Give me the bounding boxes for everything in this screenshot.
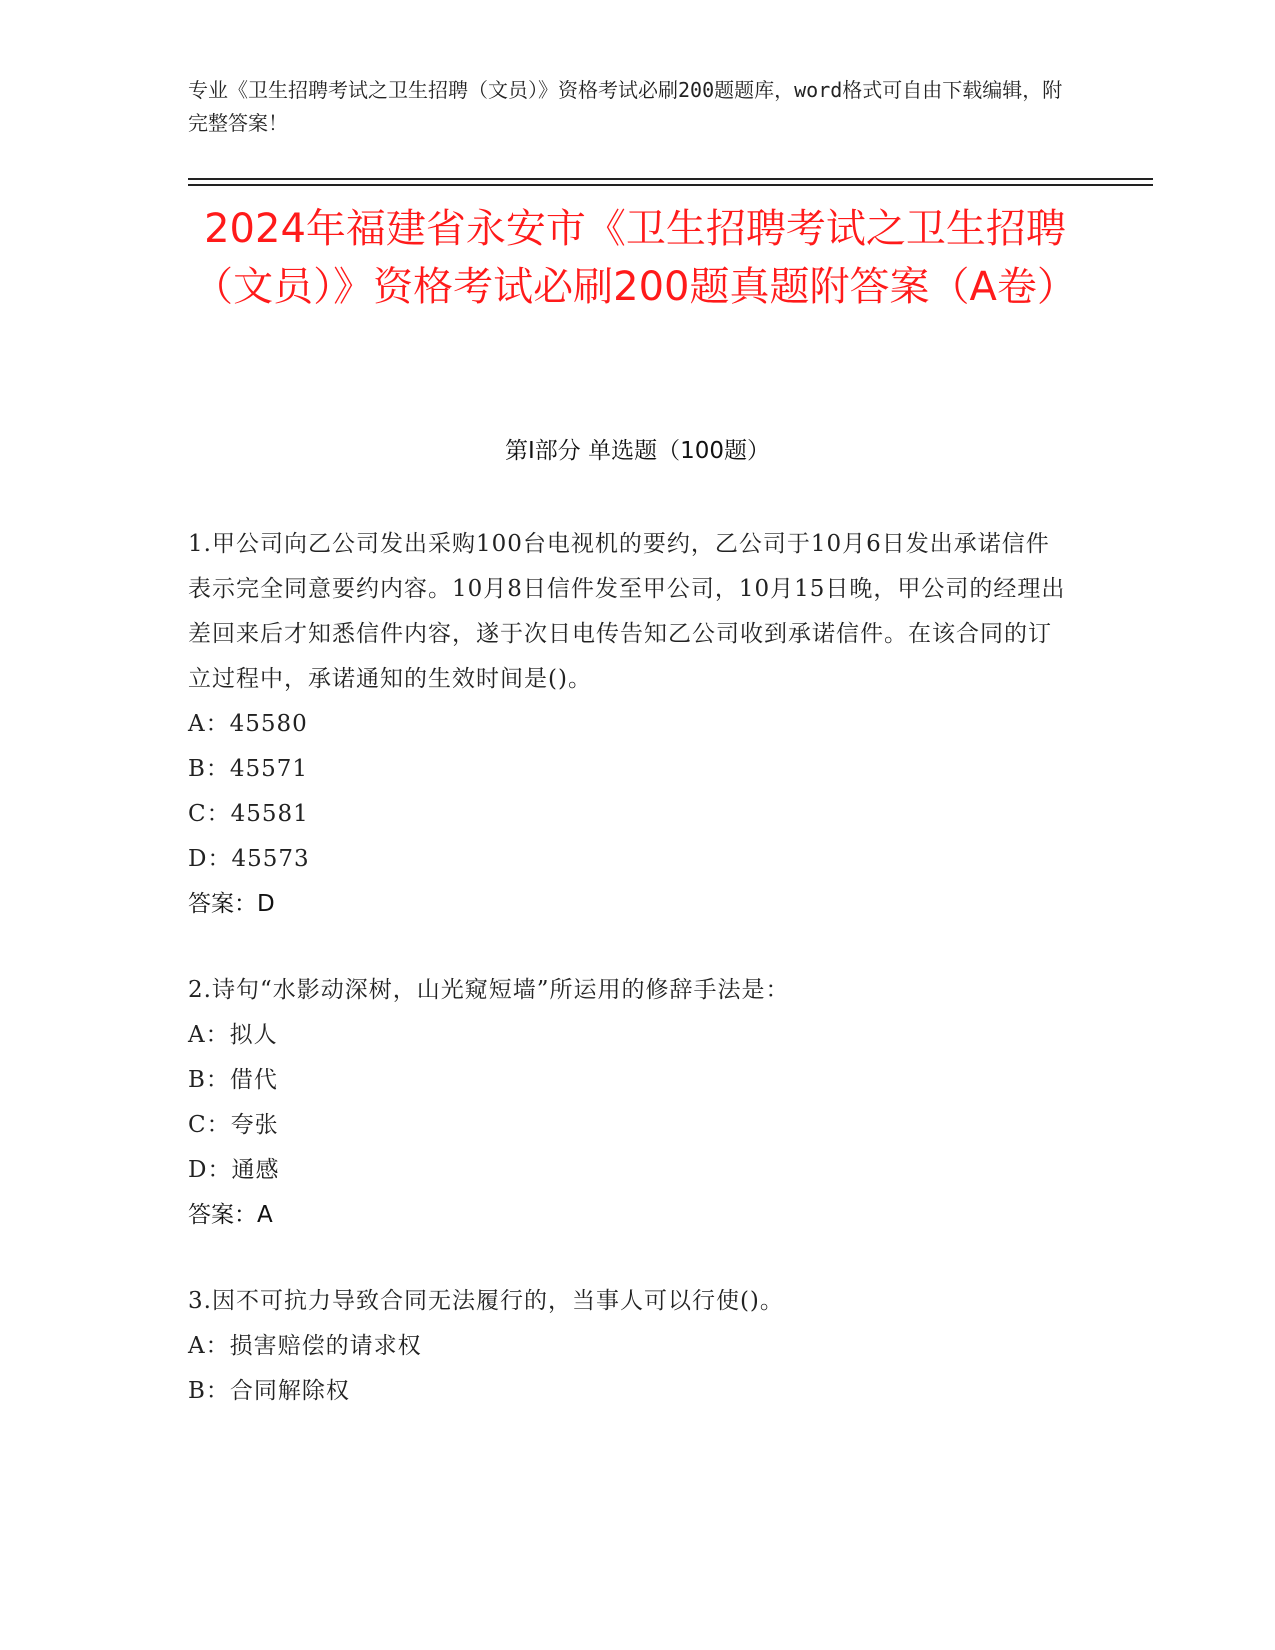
question-text: 3.因不可抗力导致合同无法履行的，当事人可以行使()。 (188, 1288, 784, 1314)
option-a: A：45580 (188, 711, 308, 737)
question-text: 1.甲公司向乙公司发出采购100台电视机的要约，乙公司于10月6日发出承诺信件表示完全同意要约内容。10月8日信件发至甲公司，10月15日晚，甲公司的经理出差回来后才知悉信件内容，遂于次日电传告知乙公司收到承诺信件。在该合同的订立过程中，承诺通知的生效时间是()。 (188, 531, 1066, 692)
header-rule-bottom (188, 184, 1153, 186)
option-a: A：损害赔偿的请求权 (188, 1333, 422, 1359)
question-3 (188, 1279, 1068, 1414)
document-title: 2024年福建省永安市《卫生招聘考试之卫生招聘（文员）》资格考试必刷200题真题附答案（A卷） (193, 206, 1077, 310)
header-rule-top (188, 178, 1153, 180)
document-intro: 专业《卫生招聘考试之卫生招聘（文员）》资格考试必刷200题题库，word格式可自由下载编辑，附完整答案！ (188, 78, 1063, 135)
option-c: C：夸张 (188, 1112, 279, 1138)
answer: 答案：A (188, 1202, 273, 1228)
question-1 (188, 522, 1068, 927)
question-text: 2.诗句“水影动深树，山光窥短墙”所运用的修辞手法是： (188, 977, 790, 1003)
option-c: C：45581 (188, 801, 309, 827)
option-a: A：拟人 (188, 1022, 278, 1048)
option-b: B：合同解除权 (188, 1378, 350, 1404)
section-heading: 第Ⅰ部分 单选题（100题） (505, 438, 770, 464)
answer: 答案：D (188, 891, 275, 917)
option-b: B：借代 (188, 1067, 278, 1093)
question-2 (188, 968, 1068, 1238)
option-d: D：45573 (188, 846, 310, 872)
option-b: B：45571 (188, 756, 309, 782)
option-d: D：通感 (188, 1157, 280, 1183)
question-list (188, 522, 1068, 1455)
